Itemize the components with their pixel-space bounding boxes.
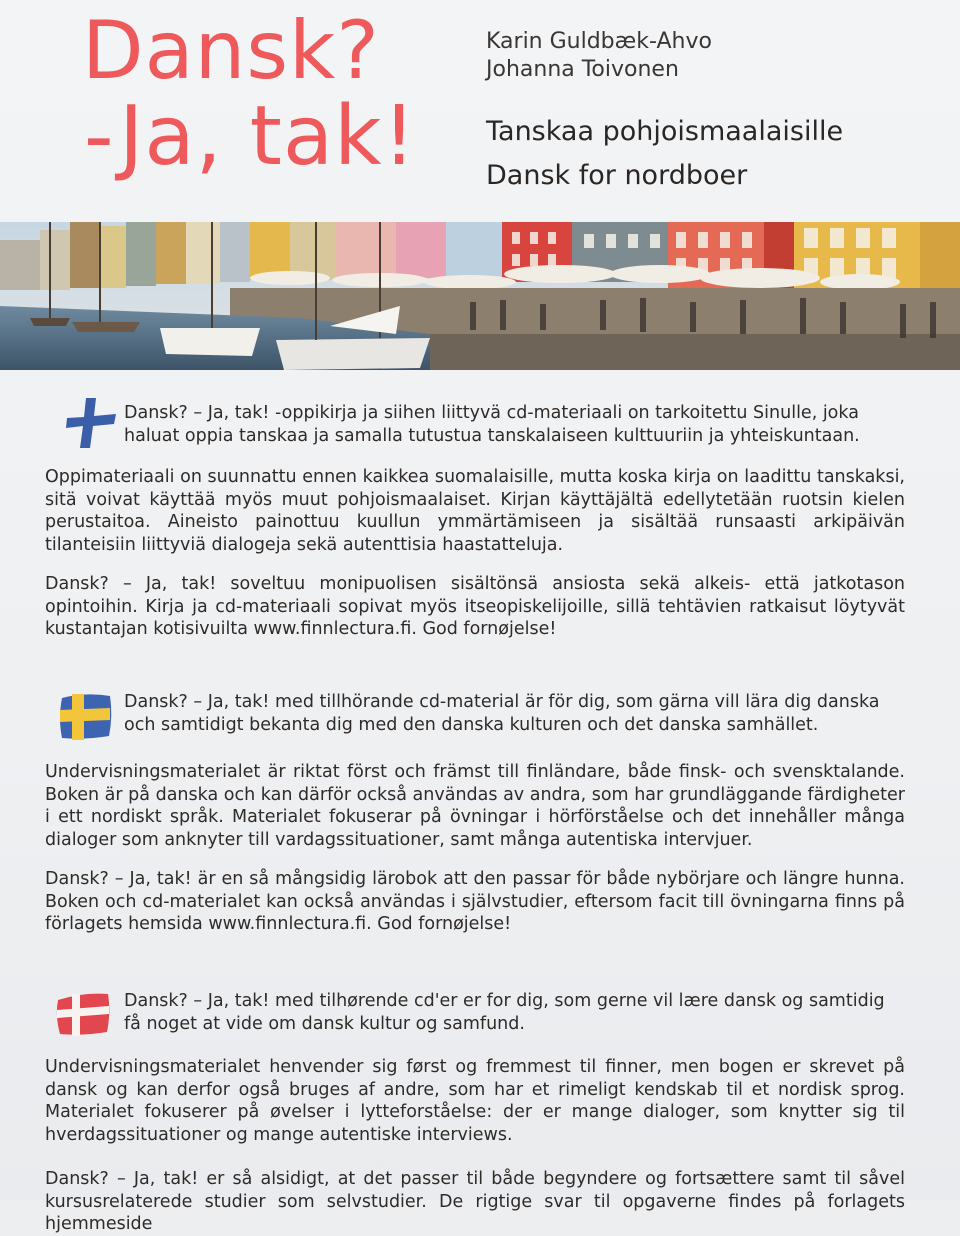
subtitle-finnish: Tanskaa pohjoismaalaisille xyxy=(486,116,844,147)
swedish-paragraph-2: Dansk? – Ja, tak! är en så mångsidig lärobok att den passar för både nybörjare och längre hunna. Boken och cd-materialet kan också användas i självstudier, eftersom facit till övningarna finns på förlagets hemsida www.finnlectura.fi. God fornøjelse! xyxy=(45,869,905,934)
subtitle-danish: Dansk for nordboer xyxy=(486,160,748,191)
danish-paragraph-1: Undervisningsmaterialet henvender sig først og fremmest til finner, men bogen er skrevet på dansk og kan derfor også bruges af andre, som har et rimeligt kendskab til et nordisk sprog. Materialet fokuserer på øvelser i lytteforståelse: der er mange dialoger, som knytter sig til hverdagssituationer og mange autentiske interviews. xyxy=(45,1057,905,1145)
danish-intro: Dansk? – Ja, tak! med tilhørende cd'er er for dig, som gerne vil lære dansk og samtidig få noget at vide om dansk kultur og samfund. xyxy=(124,991,885,1034)
author-1: Karin Guldbæk-Ahvo xyxy=(486,29,712,54)
author-2: Johanna Toivonen xyxy=(486,57,679,82)
danish-paragraph-2: Dansk? – Ja, tak! er så alsidigt, at det passer til både begyndere og fortsættere samt til såvel kursusrelaterede studier som selvstudier. De rigtige svar til opgaverne findes på forlagets hjemmeside xyxy=(45,1169,905,1234)
title-line-2: -Ja, tak! xyxy=(84,89,417,184)
book-title xyxy=(82,4,417,184)
subtitles xyxy=(486,110,843,198)
swedish-flag-icon xyxy=(56,690,114,744)
swedish-intro: Dansk? – Ja, tak! med tillhörande cd-material är för dig, som gärna vill lära dig danska och samtidigt bekanta dig med den danska kulturen och det danska samhället. xyxy=(124,692,880,735)
swedish-paragraph-1: Undervisningsmaterialet är riktat först och främst till finländare, både finsk- och svensktalande. Boken är på danska och kan därför också användas av andra, som har grundläggande färdigheter i ett nordiskt språk. Materialet fokuserar på övningar i hörförståelse och det innehåller många dialoger som anknyter till vardagssituationer, samt många autentiska intervjuer. xyxy=(45,762,905,850)
finnish-intro: Dansk? – Ja, tak! -oppikirja ja siihen liittyvä cd-materiaali on tarkoitettu Sinulle, joka haluat oppia tanskaa ja samalla tutustua tanskalaiseen kulttuuriin ja yhteiskuntaan. xyxy=(124,403,860,446)
title-line-1: Dansk? xyxy=(82,4,380,97)
authors xyxy=(486,28,712,84)
danish-flag-icon xyxy=(54,990,112,1038)
finnish-flag-icon xyxy=(64,396,118,450)
finnish-paragraph-1: Oppimateriaali on suunnattu ennen kaikkea suomalaisille, mutta koska kirja on laadittu tanskaksi, sitä voivat käyttää myös muut pohjoismaalaiset. Kirjan käyttäjältä edellytetään ruotsin kielen perustaitoa. Aineisto painottuu kuullun ymmärtämiseen ja sisältää runsaasti arkipäivän tilanteisiin liittyviä dialogeja sekä autenttisia haastatteluja. xyxy=(45,467,905,555)
nyhavn-harbour-photo xyxy=(0,222,960,370)
finnish-paragraph-2: Dansk? – Ja, tak! soveltuu monipuolisen sisältönsä ansiosta sekä alkeis- että jatkotason opintoihin. Kirja ja cd-materiaali sopivat myös itseopiskelijoille, sillä tehtävien ratkaisut löytyvät kustantajan kotisivuilta www.finnlectura.fi. God fornøjelse! xyxy=(45,574,905,639)
